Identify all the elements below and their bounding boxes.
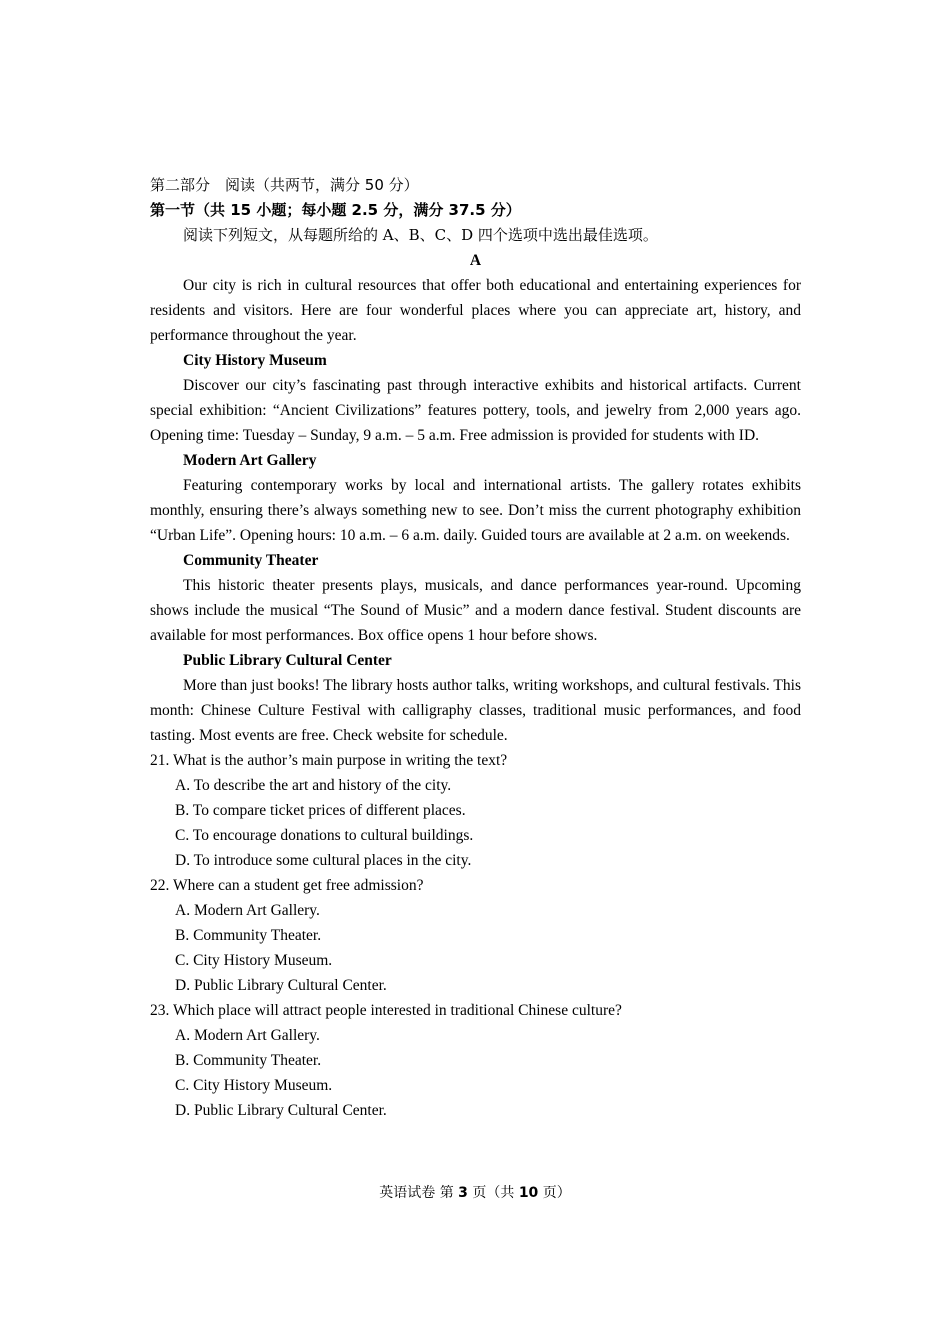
passage-intro: Our city is rich in cultural resources that offer both educational and entertaining experiences for residents and visitors. Here are four wonderful places where you can appreciate art, history, and performance throughout the year.: [150, 277, 801, 344]
question-stem: 21. What is the author’s main purpose in writing the text?: [150, 752, 508, 769]
question-22: [150, 873, 801, 998]
question-option: D. Public Library Cultural Center.: [175, 1102, 387, 1119]
page-footer: [0, 1181, 950, 1205]
place-title-library-center: Public Library Cultural Center: [183, 652, 392, 669]
question-stem: 23. Which place will attract people interested in traditional Chinese culture?: [150, 1002, 622, 1019]
question-option: A. Modern Art Gallery.: [175, 1027, 320, 1044]
question-option: B. To compare ticket prices of different places.: [175, 802, 466, 819]
question-21: [150, 748, 801, 873]
footer-suffix: 页）: [542, 1185, 571, 1201]
question-option: A. To describe the art and history of the city.: [175, 777, 452, 794]
question-23: [150, 998, 801, 1123]
footer-prefix: 英语试卷 第: [379, 1185, 454, 1201]
instruction-text: 阅读下列短文，从每题所给的 A、B、C、D 四个选项中选出最佳选项。: [183, 226, 658, 244]
place-title-community-theater: Community Theater: [183, 552, 319, 569]
question-option: A. Modern Art Gallery.: [175, 902, 320, 919]
question-option: C. City History Museum.: [175, 1077, 333, 1094]
place-text-art-gallery: Featuring contemporary works by local and international artists. The gallery rotates exhibits monthly, ensuring there’s always something new to see. Don’t miss the current photography exhibition “Urban Life”. Opening hours: 10 a.m. – 6 a.m. daily. Guided tours are available at 2 a.m. on weekends.: [150, 477, 801, 544]
place-text-library-center: More than just books! The library hosts author talks, writing workshops, and cultural festivals. This month: Chinese Culture Festival with calligraphy classes, traditional music performances, and food tasting. Most events are free. Check website for schedule.: [150, 677, 801, 744]
question-stem: 22. Where can a student get free admission?: [150, 877, 424, 894]
place-title-art-gallery: Modern Art Gallery: [183, 452, 317, 469]
exam-page: [150, 173, 801, 1123]
footer-page-number: 3: [458, 1185, 468, 1201]
part-heading: 第二部分 阅读（共两节，满分 50 分）: [150, 176, 419, 194]
footer-middle: 页（共: [472, 1185, 515, 1201]
question-option: C. City History Museum.: [175, 952, 333, 969]
place-text-community-theater: This historic theater presents plays, musicals, and dance performances year-round. Upcoming shows include the musical “The Sound of Music” and a modern dance festival. Student discounts are available for most performances. Box office opens 1 hour before shows.: [150, 577, 801, 644]
question-option: C. To encourage donations to cultural buildings.: [175, 827, 474, 844]
question-option: B. Community Theater.: [175, 1052, 322, 1069]
footer-total-pages: 10: [518, 1185, 539, 1201]
place-title-history-museum: City History Museum: [183, 352, 327, 369]
question-option: D. Public Library Cultural Center.: [175, 977, 387, 994]
question-option: D. To introduce some cultural places in the city.: [175, 852, 472, 869]
question-option: B. Community Theater.: [175, 927, 322, 944]
passage-label: A: [469, 252, 482, 269]
section-heading: 第一节（共 15 小题；每小题 2.5 分，满分 37.5 分）: [150, 201, 521, 219]
place-text-history-museum: Discover our city’s fascinating past through interactive exhibits and historical artifacts. Current special exhibition: “Ancient Civilizations” features pottery, tools, and jewelry from 2,000 years ago. Opening time: Tuesday – Sunday, 9 a.m. – 5 a.m. Free admission is provided for students with ID.: [150, 377, 801, 444]
